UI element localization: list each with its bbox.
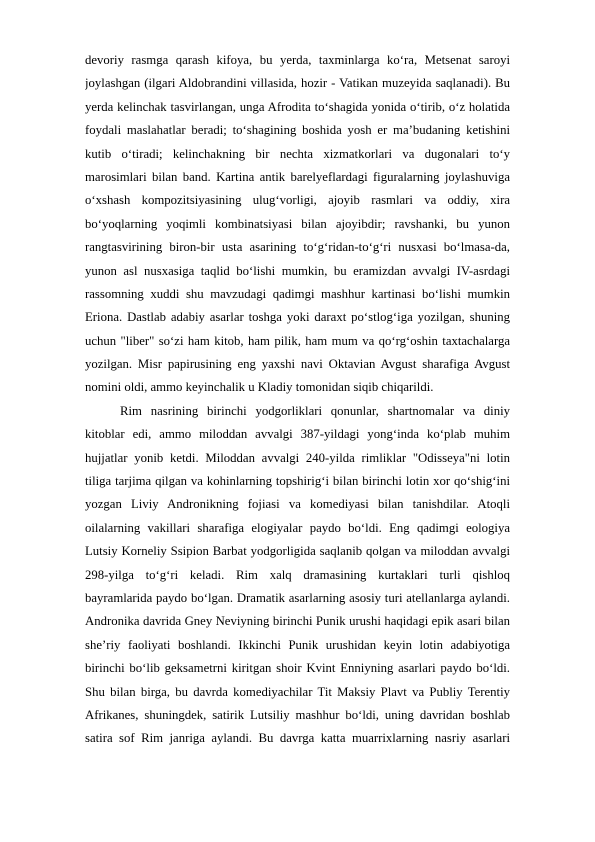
text-line: 298-yilga to‘g‘ri keladi. Rim xalq dramasining kurtaklari turli qishloq xyxy=(85,567,510,582)
text-line: joylashgan (ilgari Aldobrandini villasida, hozir - Vatikan muzeyida saqlanadi). Bu xyxy=(85,76,510,91)
text-line: kutib o‘tiradi; kelinchakning bir nechta xizmatkorlari va dugonalari to‘y xyxy=(85,146,510,161)
text-line: Eriona. Dastlab adabiy asarlar toshga yoki daraxt po‘stlog‘iga yozilgan, shuning xyxy=(85,310,510,325)
text-line: bayramlarida paydo bo‘lgan. Dramatik asarlarning asosiy turi atellanlarga aylandi. xyxy=(85,590,510,605)
text-line: rangtasvirining biron-bir usta asarining to‘g‘ridan-to‘g‘ri nusxasi bo‘lmasa-da, xyxy=(85,240,510,255)
text-line: kitoblar edi, ammo miloddan avvalgi 387-yildagi yong‘inda ko‘plab muhim xyxy=(85,427,510,442)
text-line: Shu bilan birga, bu davrda komediyachilar Tit Maksiy Plavt va Publiy Terentiy xyxy=(85,684,510,699)
text-line: Rim nasrining birinchi yodgorliklari qonunlar, shartnomalar va diniy xyxy=(120,403,510,418)
text-line: Afrikanes, shuningdek, satirik Lutsiliy mashhur bo‘ldi, uning davridan boshlab xyxy=(85,707,510,722)
text-line: nomini oldi, ammo keyinchalik u Kladiy tomonidan siqib chiqarildi. xyxy=(85,380,434,395)
text-line: foydali maslahatlar beradi; to‘shagining boshida yosh er ma’budaning ketishini xyxy=(85,123,510,138)
text-line: yozilgan. Misr papirusining eng yaxshi navi Oktavian Avgust sharafiga Avgust xyxy=(85,357,510,372)
text-line: Andronika davrida Gney Neviyning birinchi Punik urushi haqidagi epik asari bilan xyxy=(85,614,510,629)
text-line: hujjatlar yonib ketdi. Miloddan avvalgi 240-yilda rimliklar "Odisseya"ni lotin xyxy=(85,450,510,465)
paragraph xyxy=(85,400,510,751)
text-line: yozgan Liviy Andronikning fojiasi va komediyasi bilan tanishdilar. Atoqli xyxy=(85,497,510,512)
text-line: satira sof Rim janriga aylandi. Bu davrga katta muarrixlarning nasriy asarlari xyxy=(85,731,510,746)
text-line: she’riy faoliyati boshlandi. Ikkinchi Punik urushidan keyin lotin adabiyotiga xyxy=(85,637,510,652)
text-line: rassomning xuddi shu mavzudagi qadimgi mashhur kartinasi bo‘lishi mumkin xyxy=(85,286,510,301)
text-line: yerda kelinchak tasvirlangan, unga Afrodita to‘shagida yonida o‘tirib, o‘z holatida xyxy=(85,99,510,114)
text-line: birinchi bo‘lib geksametrni kiritgan shoir Kvint Enniyning asarlari paydo bo‘ldi. xyxy=(85,661,510,676)
paragraph xyxy=(85,49,510,400)
text-line: o‘xshash kompozitsiyasining ulug‘vorligi, ajoyib rasmlari va oddiy, xira xyxy=(85,193,510,208)
text-line: marosimlari bilan band. Kartina antik barelyeflardagi figuralarning joylashuviga xyxy=(85,169,510,184)
text-line: devoriy rasmga qarash kifoya, bu yerda, taxminlarga ko‘ra, Metsenat saroyi xyxy=(85,53,510,67)
text-line: uchun "liber" so‘zi ham kitob, ham pilik, ham mum va qo‘rg‘oshin taxtachalarga xyxy=(85,333,510,348)
text-line: bo‘yoqlarning yoqimli kombinatsiyasi bilan ajoyibdir; ravshanki, bu yunon xyxy=(85,216,510,231)
text-line: Lutsiy Korneliy Ssipion Barbat yodgorligida saqlanib qolgan va miloddan avvalgi xyxy=(85,544,510,559)
text-line: tiliga tarjima qilgan va kohinlarning topshirig‘i bilan birinchi lotin xor qo‘shig‘ini xyxy=(85,474,510,489)
text-line: oilalarning vakillari sharafiga elogiyalar paydo bo‘ldi. Eng qadimgi eologiya xyxy=(85,520,510,535)
document-page xyxy=(85,49,510,751)
text-line: yunon asl nusxasiga taqlid bo‘lishi mumkin, bu eramizdan avvalgi IV-asrdagi xyxy=(85,263,510,278)
